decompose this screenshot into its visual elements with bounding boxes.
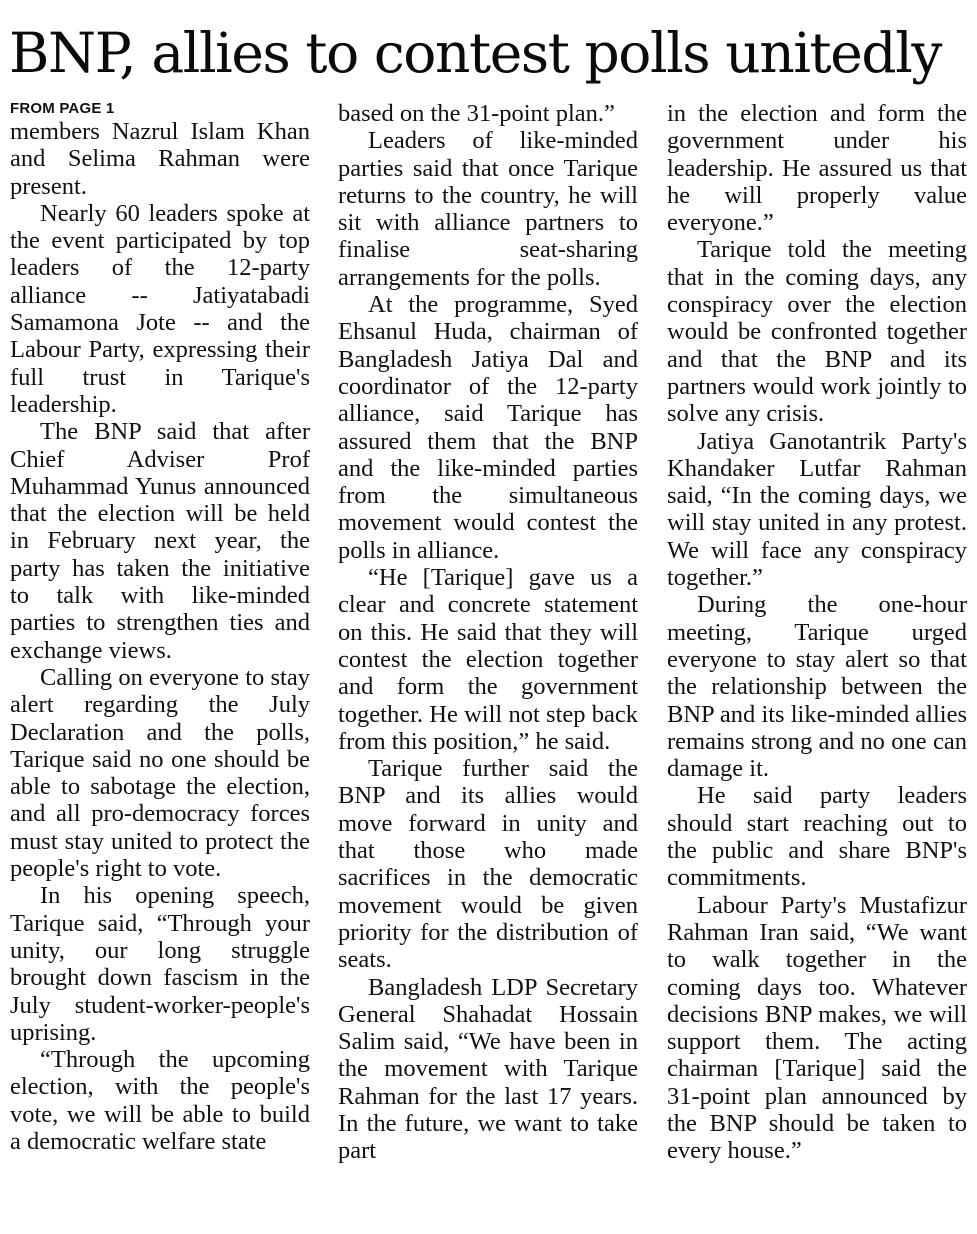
article-column-2 [338, 100, 638, 1230]
paragraph: Leaders of like-minded parties said that once Tarique returns to the country, he will sit with alliance partners to finalise seat-sharing arrangements for the polls. [338, 127, 638, 291]
paragraph: Tarique further said the BNP and its allies would move forward in unity and that those who made sacrifices in the democratic movement would be given priority for the distribution of seats. [338, 755, 638, 974]
paragraph: “Through the upcoming election, with the people's vote, we will be able to build a democratic welfare state [10, 1046, 310, 1155]
headline: BNP, allies to contest polls unitedly [9, 21, 942, 85]
paragraph: members Nazrul Islam Khan and Selima Rahman were present. [10, 118, 310, 200]
paragraph: Bangladesh LDP Secretary General Shahadat Hossain Salim said, “We have been in the movement with Tarique Rahman for the last 17 years. In the future, we want to take part [338, 973, 638, 1165]
paragraph: He said party leaders should start reaching out to the public and share BNP's commitments. [667, 782, 967, 892]
paragraph: During the one-hour meeting, Tarique urged everyone to stay alert so that the relationship between the BNP and its like-minded allies remains strong and no one can damage it. [667, 591, 967, 783]
paragraph: At the programme, Syed Ehsanul Huda, chairman of Bangladesh Jatiya Dal and coordinator of the 12-party alliance, said Tarique has assured them that the BNP and the like-minded parties from the simultaneous movement would contest the polls in alliance. [338, 291, 638, 564]
paragraph: “He [Tarique] gave us a clear and concrete statement on this. He said that they will contest the election together and form the government together. He will not step back from this position,” he said. [338, 564, 638, 755]
article-column-1 [10, 100, 310, 1230]
paragraph: Labour Party's Mustafizur Rahman Iran said, “We want to walk together in the coming days too. Whatever decisions BNP makes, we will support them. The acting chairman [Tarique] said the 31-point plan announced by the BNP should be taken to every house.” [667, 891, 967, 1165]
paragraph: The BNP said that after Chief Adviser Prof Muhammad Yunus announced that the election will be held in February next year, the party has taken the initiative to talk with like-minded parties to strengthen ties and exchange views. [10, 418, 310, 664]
paragraph: in the election and form the government under his leadership. He assured us that he will properly value everyone.” [667, 100, 967, 237]
paragraph: Nearly 60 leaders spoke at the event participated by top leaders of the 12-party alliance -- Jatiyatabadi Samamona Jote -- and the Labour Party, expressing their full trust in Tarique's leadership. [10, 199, 310, 418]
paragraph: Tarique told the meeting that in the coming days, any conspiracy over the election would be confronted together and that the BNP and its partners would work jointly to solve any crisis. [667, 236, 967, 428]
continued-from-page-label: FROM PAGE 1 [10, 100, 115, 117]
paragraph: In his opening speech, Tarique said, “Through your unity, our long struggle brought down fascism in the July student-worker-people's uprising. [10, 882, 310, 1046]
paragraph: Calling on everyone to stay alert regarding the July Declaration and the polls, Tarique said no one should be able to sabotage the election, and all pro-democracy forces must stay united to protect the people's right to vote. [10, 663, 310, 883]
article-column-3 [667, 100, 967, 1230]
paragraph: based on the 31-point plan.” [338, 100, 615, 127]
paragraph: Jatiya Ganotantrik Party's Khandaker Lutfar Rahman said, “In the coming days, we will stay united in any protest. We will face any conspiracy together.” [667, 427, 967, 592]
